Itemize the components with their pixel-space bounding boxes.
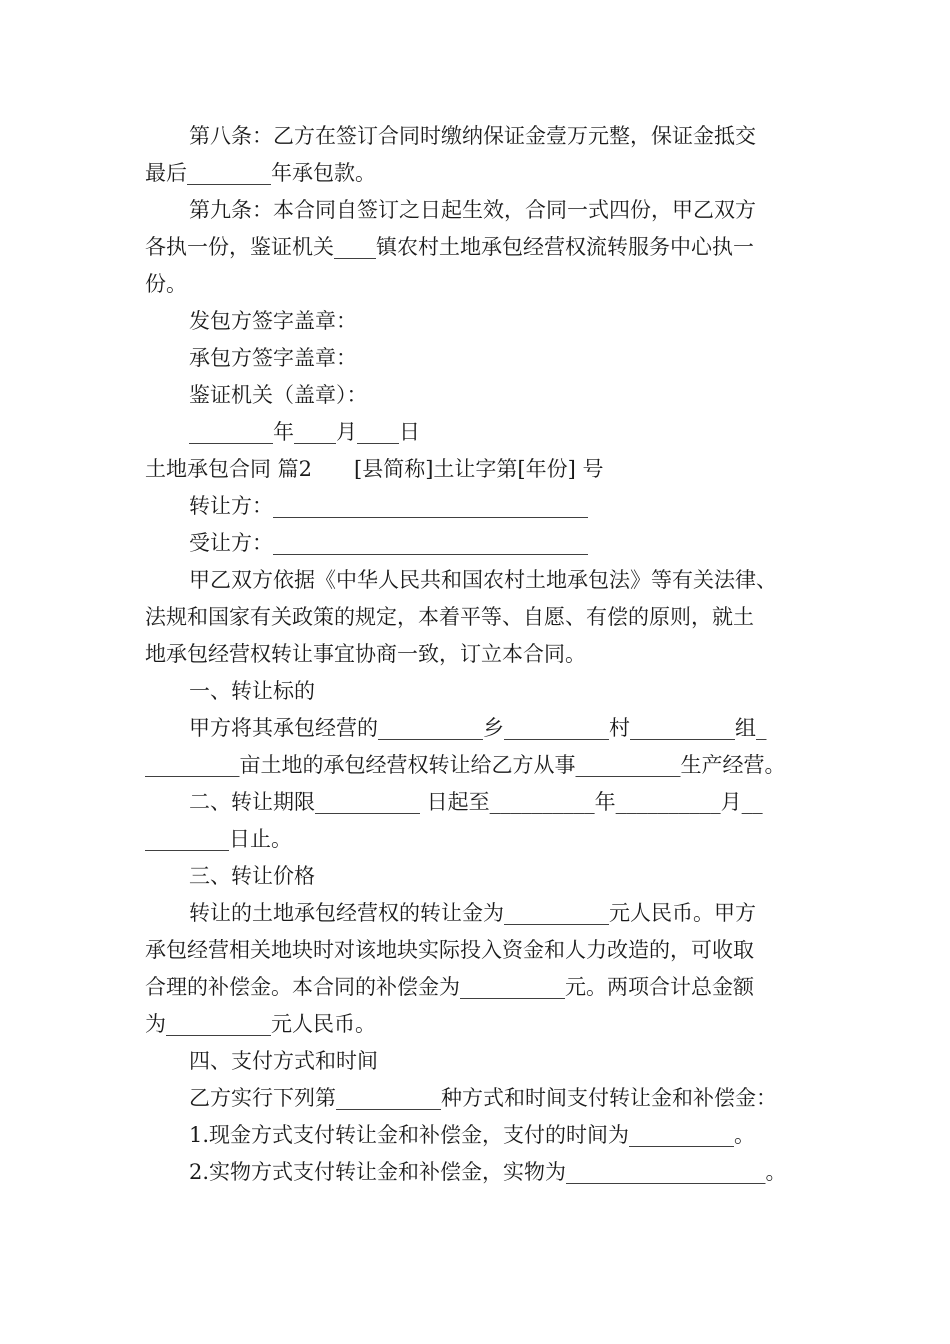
preamble-line-2: 法规和国家有关政策的规定，本着平等、自愿、有偿的原则，就土 — [145, 605, 754, 629]
section-heading: 土地承包合同 篇2 [县简称]土让字第[年份] 号 — [145, 457, 604, 481]
article-1-line-1: 甲方将其承包经营的__________乡__________村__________组_ — [189, 716, 767, 740]
article-4-line-1: 乙方实行下列第__________种方式和时间支付转让金和补偿金： — [189, 1086, 777, 1110]
clause-8-line-2: 最后________年承包款。 — [145, 161, 376, 185]
authority-seal: 鉴证机关（盖章）： — [189, 383, 368, 407]
clause-9-line-3: 份。 — [145, 272, 187, 296]
article-3-line-3: 合理的补偿金。本合同的补偿金为__________元。两项合计总金额 — [145, 975, 754, 999]
transferor-field: 转让方：______________________________ — [189, 494, 588, 518]
contractee-signature: 承包方签字盖章： — [189, 346, 357, 370]
article-3-line-2: 承包经营相关地块时对该地块实际投入资金和人力改造的，可收取 — [145, 938, 754, 962]
transferee-field: 受让方：______________________________ — [189, 531, 588, 555]
contractor-signature: 发包方签字盖章： — [189, 309, 357, 333]
article-3-line-1: 转让的土地承包经营权的转让金为__________元人民币。甲方 — [189, 901, 756, 925]
clause-9-line-2: 各执一份，鉴证机关____镇农村土地承包经营权流转服务中心执一 — [145, 235, 754, 259]
document-page — [145, 118, 825, 1191]
article-4-heading: 四、支付方式和时间 — [189, 1049, 378, 1073]
clause-8-line-1: 第八条：乙方在签订合同时缴纳保证金壹万元整，保证金抵交 — [189, 124, 756, 148]
date-line: ________年____月____日 — [189, 420, 420, 444]
article-3-line-4: 为__________元人民币。 — [145, 1012, 376, 1036]
preamble-line-1: 甲乙双方依据《中华人民共和国农村土地承包法》等有关法律、 — [189, 568, 777, 592]
article-2-line-1: 二、转让期限__________ 日起至__________年__________月__ — [189, 790, 763, 814]
preamble-line-3: 地承包经营权转让事宜协商一致，订立本合同。 — [145, 642, 586, 666]
article-1-heading: 一、转让标的 — [189, 679, 315, 703]
article-1-line-2: _________亩土地的承包经营权转让给乙方从事__________生产经营。 — [145, 753, 786, 777]
clause-9-line-1: 第九条：本合同自签订之日起生效，合同一式四份，甲乙双方 — [189, 198, 756, 222]
payment-option-2: 2.实物方式支付转让金和补偿金，实物为___________________。 — [189, 1160, 787, 1184]
payment-option-1: 1.现金方式支付转让金和补偿金，支付的时间为__________。 — [189, 1123, 756, 1147]
article-2-line-2: ________日止。 — [145, 827, 292, 851]
article-3-heading: 三、转让价格 — [189, 864, 315, 888]
